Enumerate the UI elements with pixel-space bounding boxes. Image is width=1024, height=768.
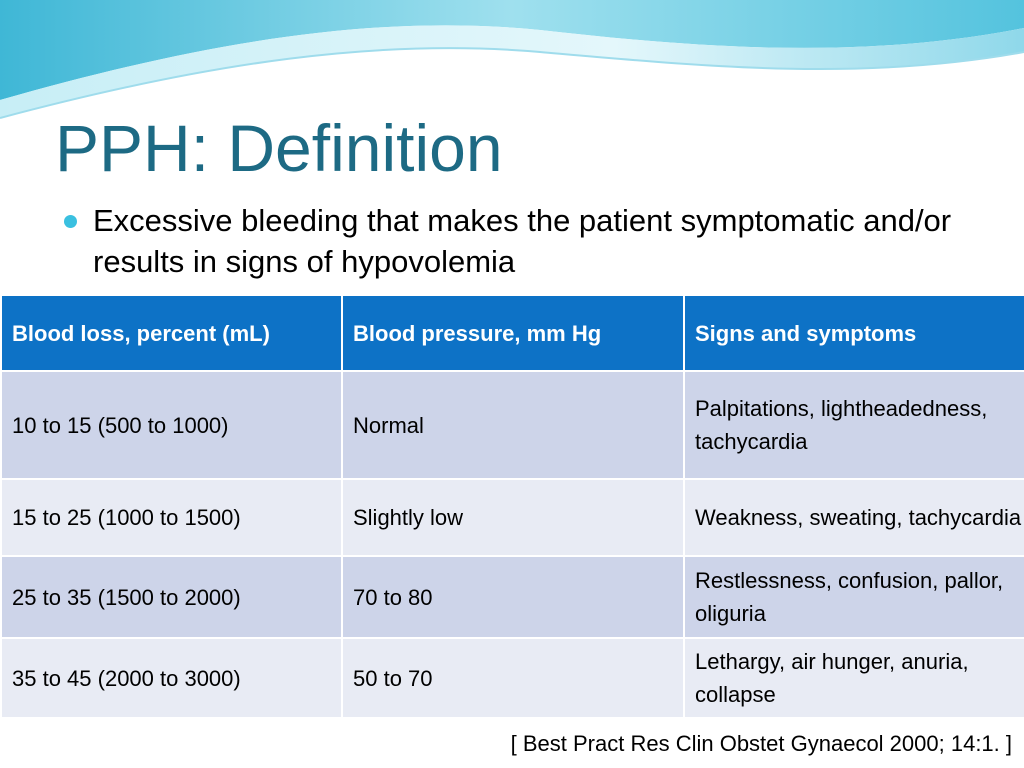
hypovolemia-table [0,294,1024,719]
cell-blood-loss: 25 to 35 (1500 to 2000) [1,556,342,638]
cell-signs-symptoms: Lethargy, air hunger, anuria, collapse [684,638,1024,718]
header-blood-loss: Blood loss, percent (mL) [1,295,342,371]
cell-signs-symptoms: Palpitations, lightheadedness, tachycardia [684,371,1024,479]
table-row [1,638,1024,718]
bullet-dot-icon [64,215,77,228]
bullet-text: Excessive bleeding that makes the patient symptomatic and/or results in signs of hypovolemia [93,203,952,279]
table-row [1,479,1024,556]
citation: [ Best Pract Res Clin Obstet Gynaecol 2000; 14:1. ] [510,731,1012,756]
cell-blood-pressure: 50 to 70 [342,638,684,718]
cell-signs-symptoms: Weakness, sweating, tachycardia [684,479,1024,556]
table-row [1,371,1024,479]
table-header-row [1,295,1024,371]
cell-blood-pressure: Slightly low [342,479,684,556]
table-row [1,556,1024,638]
bullet-point [64,200,994,282]
cell-blood-pressure: 70 to 80 [342,556,684,638]
cell-blood-loss: 10 to 15 (500 to 1000) [1,371,342,479]
cell-blood-loss: 15 to 25 (1000 to 1500) [1,479,342,556]
slide-title: PPH: Definition [55,111,503,185]
cell-blood-loss: 35 to 45 (2000 to 3000) [1,638,342,718]
cell-signs-symptoms: Restlessness, confusion, pallor, oliguria [684,556,1024,638]
decorative-wave-header [0,0,1024,125]
header-signs-symptoms: Signs and symptoms [684,295,1024,371]
header-blood-pressure: Blood pressure, mm Hg [342,295,684,371]
cell-blood-pressure: Normal [342,371,684,479]
